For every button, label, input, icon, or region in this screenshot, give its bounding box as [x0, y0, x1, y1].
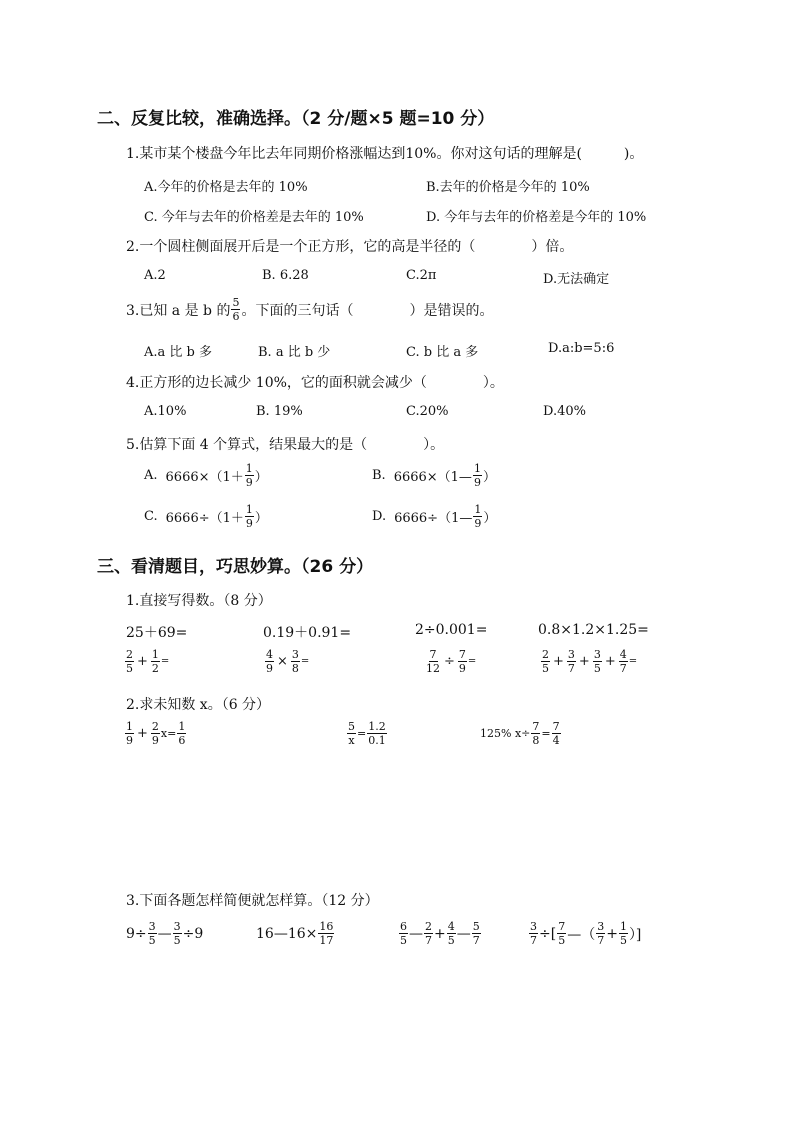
fraction: $\frac{3}{8}$	[291, 648, 299, 675]
section-2-title: 二、反复比较，准确选择。（2 分/题×5 题=10 分）	[97, 109, 495, 129]
expression-4: 0.8×1.2×1.25=	[538, 622, 649, 638]
part-2-title: 2.求未知数 x。（6 分）	[126, 697, 271, 713]
fraction: $\frac{1.2}{0.1}$	[368, 720, 386, 747]
fraction: $\frac{5}{x}$	[348, 720, 355, 747]
simplify-3: $\frac{6}{5}$ — $\frac{2}{7}$ + $\frac{4}{5}$ — $\frac{5}{7}$	[400, 920, 480, 947]
equation-2: $\frac{5}{x}$ = $\frac{1.2}{0.1}$	[348, 720, 386, 747]
expression-3: 2÷0.001=	[415, 622, 488, 638]
fraction: $\frac{4}{7}$	[619, 648, 627, 675]
question-3-text	[126, 296, 493, 323]
question-5-text: 5.估算下面 4 个算式，结果最大的是（ ）。	[126, 437, 445, 453]
fraction: $\frac{6}{5}$	[400, 920, 407, 947]
part-1-title: 1.直接写得数。（8 分）	[126, 593, 272, 609]
question-1-option-a: A.今年的价格是去年的 10%	[144, 180, 308, 195]
question-3-pre: 3.已知 a 是 b 的	[126, 302, 231, 319]
fraction: $\frac{2}{5}$	[542, 648, 549, 675]
fraction: $\frac{2}{7}$	[425, 920, 432, 947]
part-3-title: 3.下面各题怎样简便就怎样算。（12 分）	[126, 893, 379, 909]
fraction: $\frac{7}{5}$	[558, 920, 566, 947]
fraction: $\frac{3}{7}$	[530, 920, 537, 947]
fraction: $\frac{3}{7}$	[567, 648, 575, 675]
simplify-4: $\frac{3}{7}$ ÷[ $\frac{7}{5}$ —（ $\frac{3}{7}$ + $\frac{1}{5}$ ）]	[530, 920, 642, 947]
question-2-option-c: C.2π	[406, 268, 437, 283]
fraction: $\frac{1}{9}$	[474, 503, 482, 530]
question-2-option-a: A.2	[144, 268, 166, 283]
question-2-option-b: B. 6.28	[262, 268, 309, 283]
section-3-title: 三、看清题目，巧思妙算。（26 分）	[97, 557, 374, 577]
fraction-expression-4: $\frac{2}{5}$ + $\frac{3}{7}$ + $\frac{3}{5}$ + $\frac{4}{7}$ =	[542, 648, 638, 675]
question-1-text: 1.某市某个楼盘今年比去年同期价格涨幅达到10%。你对这句话的理解是( )。	[126, 146, 644, 162]
fraction: $\frac{4}{5}$	[447, 920, 455, 947]
fraction: $\frac{7}{4}$	[552, 720, 560, 747]
fraction: $\frac{16}{17}$	[319, 920, 334, 947]
question-5-option-d: D. 6666÷（1— $\frac{1}{9}$ ）	[372, 503, 497, 530]
fraction: $\frac{7}{9}$	[458, 648, 466, 675]
fraction: $\frac{1}{9}$	[245, 503, 253, 530]
fraction-expression-1: $\frac{2}{5}$ + $\frac{1}{2}$ =	[126, 648, 170, 675]
equation-3: 125% x÷ $\frac{7}{8}$ = $\frac{7}{4}$	[480, 720, 560, 747]
fraction: $\frac{3}{5}$	[148, 920, 156, 947]
fraction: $\frac{5}{6}$	[232, 296, 240, 323]
question-4-option-c: C.20%	[406, 404, 449, 419]
question-5-option-c: C. 6666÷（1＋ $\frac{1}{9}$ ）	[144, 503, 268, 530]
fraction: $\frac{3}{7}$	[597, 920, 605, 947]
question-3-option-a: A.a 比 b 多	[144, 345, 212, 360]
question-1-option-b: B.去年的价格是今年的 10%	[426, 180, 590, 195]
question-3-option-d: D.a:b=5:6	[548, 341, 615, 356]
expression-1: 25＋69=	[126, 625, 188, 641]
question-2-option-d: D.无法确定	[543, 272, 610, 287]
fraction: $\frac{7}{12}$	[426, 648, 440, 675]
fraction: $\frac{1}{9}$	[126, 720, 133, 747]
fraction-expression-2: $\frac{4}{9}$ × $\frac{3}{8}$ =	[266, 648, 310, 675]
fraction: $\frac{2}{9}$	[151, 720, 159, 747]
fraction: $\frac{1}{2}$	[151, 648, 159, 675]
fraction: $\frac{1}{9}$	[245, 462, 253, 489]
simplify-1: 9÷ $\frac{3}{5}$ — $\frac{3}{5}$ ÷9	[126, 920, 204, 947]
question-4-option-a: A.10%	[144, 404, 187, 419]
question-5-option-a: A. 6666×（1＋ $\frac{1}{9}$ ）	[144, 462, 268, 489]
expression-2: 0.19＋0.91=	[263, 625, 352, 641]
fraction-expression-3: $\frac{7}{12}$ ÷ $\frac{7}{9}$ =	[426, 648, 477, 675]
question-4-option-b: B. 19%	[256, 404, 303, 419]
fraction: $\frac{3}{5}$	[173, 920, 181, 947]
question-2-text: 2.一个圆柱侧面展开后是一个正方形，它的高是半径的（ ）倍。	[126, 239, 574, 255]
fraction: $\frac{3}{5}$	[593, 648, 601, 675]
fraction: $\frac{7}{8}$	[532, 720, 540, 747]
fraction: $\frac{4}{9}$	[266, 648, 273, 675]
question-1-option-c: C. 今年与去年的价格差是去年的 10%	[144, 210, 364, 225]
question-3-option-b: B. a 比 b 少	[258, 345, 331, 360]
fraction: $\frac{1}{5}$	[619, 920, 627, 947]
equation-1: $\frac{1}{9}$ + $\frac{2}{9}$ x= $\frac{1}{6}$	[126, 720, 186, 747]
question-3-option-c: C. b 比 a 多	[406, 345, 479, 360]
fraction: $\frac{5}{7}$	[472, 920, 480, 947]
question-5-option-b: B. 6666×（1— $\frac{1}{9}$ ）	[372, 462, 496, 489]
simplify-2: 16—16× $\frac{16}{17}$	[256, 920, 334, 947]
question-4-option-d: D.40%	[543, 404, 586, 419]
question-1-option-d: D. 今年与去年的价格差是今年的 10%	[426, 210, 647, 225]
fraction: $\frac{1}{9}$	[473, 462, 481, 489]
fraction: $\frac{1}{6}$	[178, 720, 186, 747]
question-4-text: 4.正方形的边长减少 10%，它的面积就会减少（ ）。	[126, 375, 504, 391]
question-3-post: 。下面的三句话（ ）是错误的。	[241, 302, 494, 319]
fraction: $\frac{2}{5}$	[126, 648, 133, 675]
